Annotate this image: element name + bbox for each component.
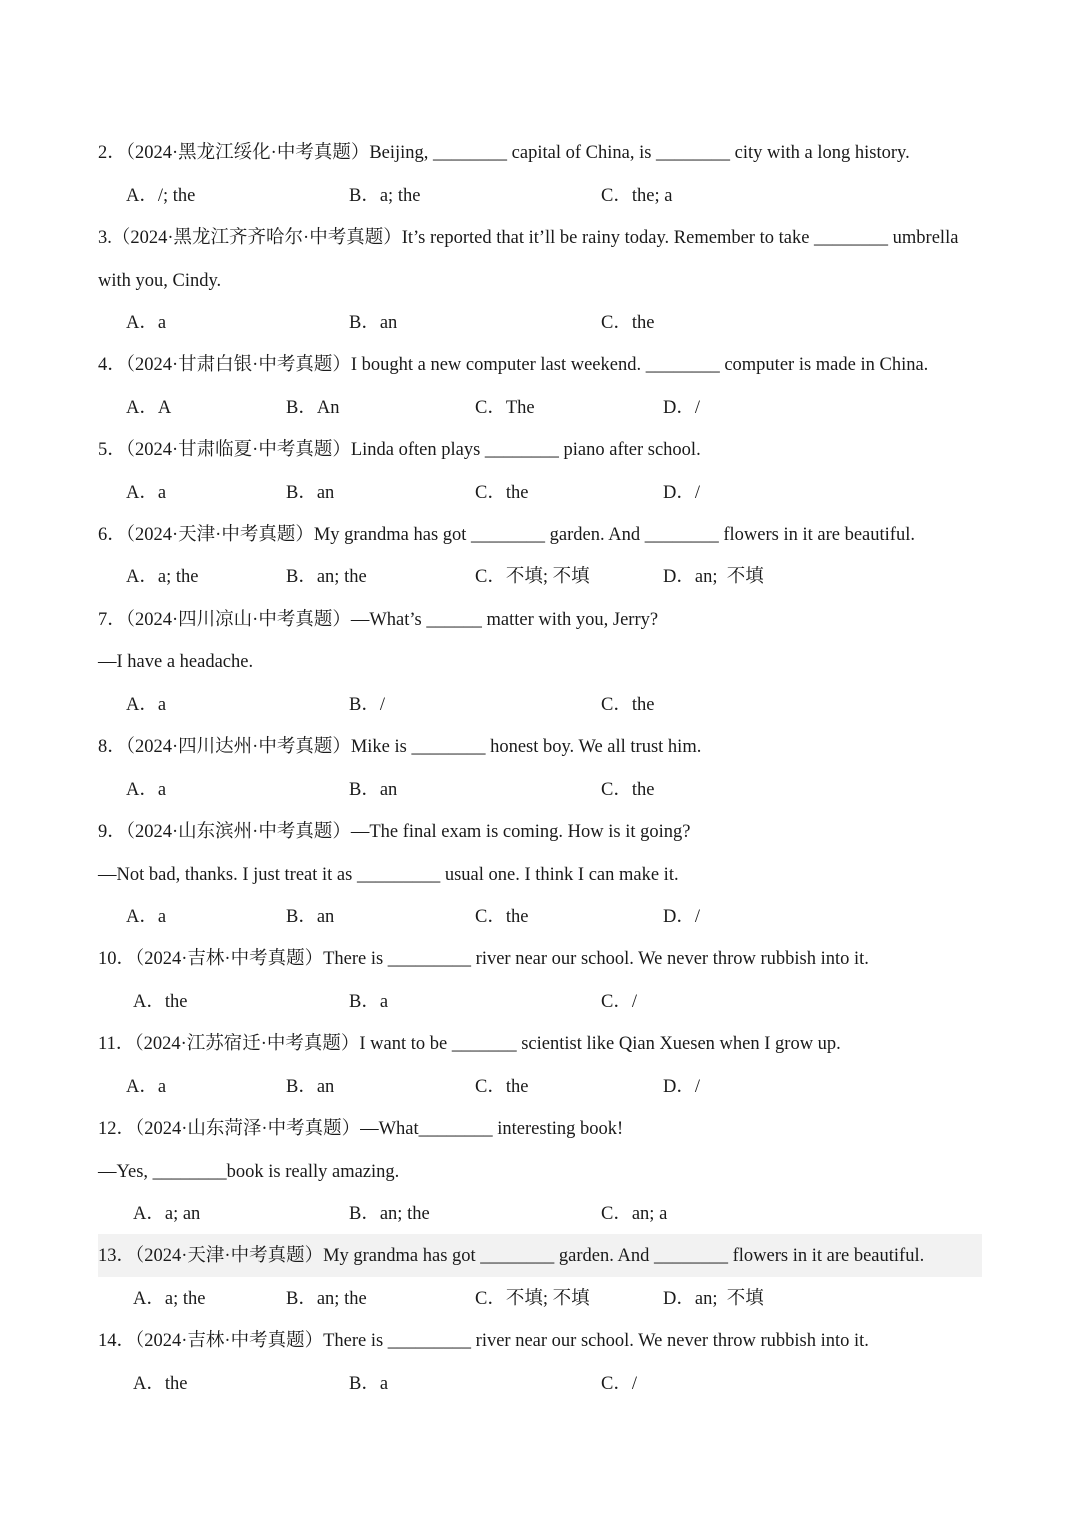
option-d[interactable]: D．an; 不填 [663,567,764,587]
question-7-stem-cont: —I have a headache. [98,652,254,672]
question-10-stem: 10．（2024·吉林·中考真题）There is _________ river near our school. We never throw rubbish into it. [98,949,869,969]
question-10-options [0,991,1080,1013]
option-b[interactable]: B．a; the [349,186,421,206]
option-b[interactable]: B．an; the [349,1204,430,1224]
option-c[interactable]: C．the [475,483,529,503]
option-b[interactable]: B．an [349,313,398,333]
option-c[interactable]: C．the [601,780,655,800]
option-d[interactable]: D．/ [663,483,701,503]
option-a[interactable]: A．the [133,1374,188,1394]
option-b[interactable]: B．an [286,483,335,503]
option-b[interactable]: B．/ [349,695,385,715]
option-b[interactable]: B．a [349,1374,389,1394]
question-12-options [0,1203,1080,1225]
option-d[interactable]: D．an; 不填 [663,1289,764,1309]
question-9-stem: 9．（2024·山东滨州·中考真题）—The final exam is coming. How is it going? [98,822,691,842]
question-2-options [0,185,1080,207]
question-13-stem: 13．（2024·天津·中考真题）My grandma has got ________ garden. And ________ flowers in it are beautiful. [98,1246,925,1266]
option-b[interactable]: B．a [349,992,389,1012]
option-c[interactable]: C．The [475,398,535,418]
option-b[interactable]: B．an [286,1077,335,1097]
option-a[interactable]: A．a [126,483,167,503]
option-c[interactable]: C．the [475,907,529,927]
option-c[interactable]: C．an; a [601,1204,668,1224]
question-14-options [0,1373,1080,1395]
question-6-options [0,566,1080,588]
question-8-stem: 8．（2024·四川达州·中考真题）Mike is ________ honest boy. We all trust him. [98,737,702,757]
option-c[interactable]: C．不填; 不填 [475,1289,590,1309]
question-4-stem: 4．（2024·甘肃白银·中考真题）I bought a new computer last weekend. ________ computer is made in China. [98,355,929,375]
question-4-options [0,397,1080,419]
question-5-stem: 5．（2024·甘肃临夏·中考真题）Linda often plays ________ piano after school. [98,440,701,460]
option-a[interactable]: A．a; an [133,1204,201,1224]
option-c[interactable]: C．the [475,1077,529,1097]
option-b[interactable]: B．an [286,907,335,927]
option-a[interactable]: A．a; the [126,567,199,587]
option-a[interactable]: A．a [126,313,167,333]
option-a[interactable]: A．a; the [133,1289,206,1309]
option-a[interactable]: A．a [126,907,167,927]
option-a[interactable]: A．a [126,1077,167,1097]
question-7-options [0,694,1080,716]
option-a[interactable]: A．A [126,398,172,418]
question-3-options [0,312,1080,334]
option-c[interactable]: C．the [601,695,655,715]
question-6-stem: 6．（2024·天津·中考真题）My grandma has got ________ garden. And ________ flowers in it are beautiful. [98,525,915,545]
option-d[interactable]: D．/ [663,1077,701,1097]
option-c[interactable]: C．the [601,313,655,333]
question-8-options [0,779,1080,801]
option-b[interactable]: B．an; the [286,1289,367,1309]
option-a[interactable]: A．the [133,992,188,1012]
question-7-stem: 7．（2024·四川凉山·中考真题）—What’s ______ matter with you, Jerry? [98,610,659,630]
question-14-stem: 14．（2024·吉林·中考真题）There is _________ river near our school. We never throw rubbish into it. [98,1331,869,1351]
question-9-stem-cont: —Not bad, thanks. I just treat it as _________ usual one. I think I can make it. [98,865,679,885]
question-13-options [0,1288,1080,1310]
option-b[interactable]: B．an; the [286,567,367,587]
question-11-stem: 11．（2024·江苏宿迁·中考真题）I want to be _______ scientist like Qian Xuesen when I grow up. [98,1034,841,1054]
option-c[interactable]: C．the; a [601,186,673,206]
question-3-stem: 3.（2024·黑龙江齐齐哈尔·中考真题）It’s reported that it’ll be rainy today. Remember to take ________ umbrella [98,228,959,248]
question-3-stem-cont: with you, Cindy. [98,271,222,291]
option-b[interactable]: B．an [349,780,398,800]
question-11-options [0,1076,1080,1098]
option-d[interactable]: D．/ [663,398,701,418]
question-5-options [0,482,1080,504]
option-d[interactable]: D．/ [663,907,701,927]
option-c[interactable]: C．不填; 不填 [475,567,590,587]
question-2-stem: 2．（2024·黑龙江绥化·中考真题）Beijing, ________ capital of China, is ________ city with a long history. [98,143,910,163]
option-a[interactable]: A．a [126,695,167,715]
option-c[interactable]: C．/ [601,992,637,1012]
question-9-options [0,906,1080,928]
option-a[interactable]: A．a [126,780,167,800]
option-b[interactable]: B．An [286,398,340,418]
option-c[interactable]: C．/ [601,1374,637,1394]
option-a[interactable]: A．/; the [126,186,196,206]
question-12-stem: 12．（2024·山东菏泽·中考真题）—What________ interesting book! [98,1119,624,1139]
question-12-stem-cont: —Yes, ________book is really amazing. [98,1162,400,1182]
